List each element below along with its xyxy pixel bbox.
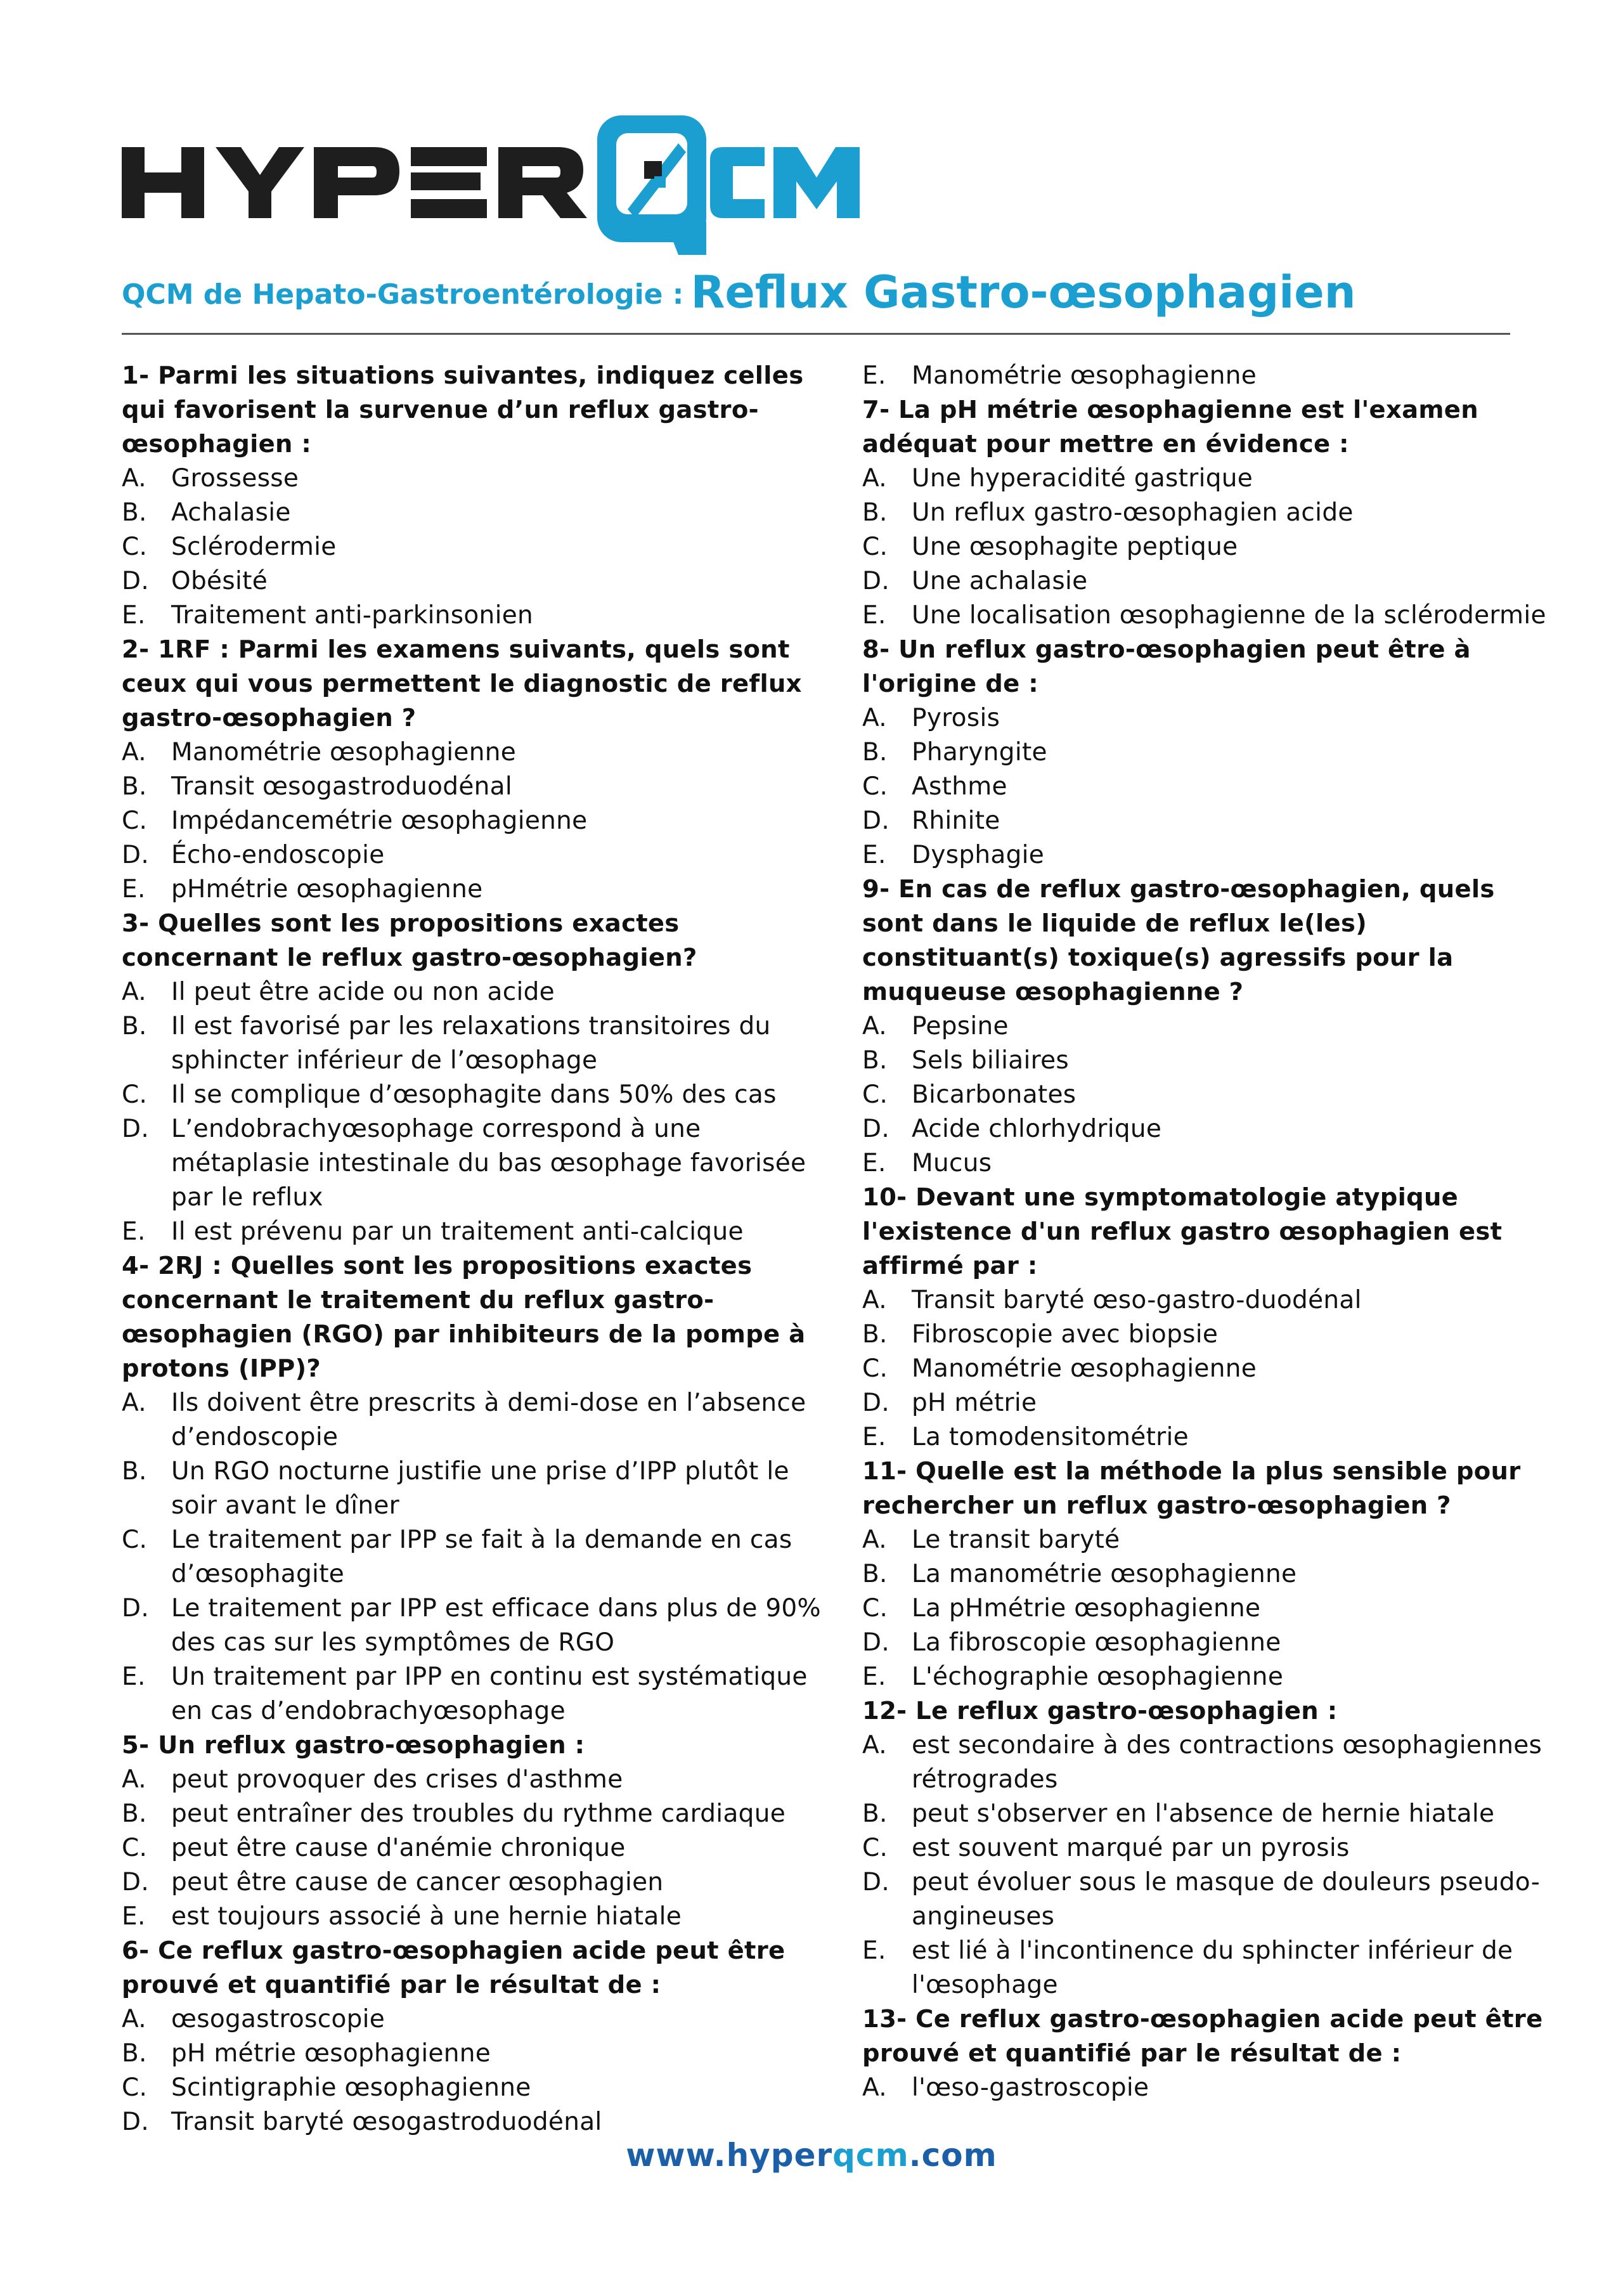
option-letter: E. (862, 1663, 886, 1691)
answer-option (862, 359, 1547, 393)
answer-option (122, 530, 838, 564)
option-text: pH métrie (912, 1389, 1037, 1417)
answer-option (862, 1797, 1547, 1831)
option-letter: C. (122, 2073, 148, 2102)
answer-option (862, 1318, 1547, 1352)
question-text: 1- Parmi les situations suivantes, indiquez celles qui favorisent la survenue d’un reflux gastro-œsophagien : (122, 361, 804, 458)
answer-option (122, 1078, 838, 1112)
option-text: Asthme (912, 772, 1007, 801)
answer-option (862, 599, 1547, 633)
heading-divider (122, 333, 1510, 335)
question-column-right (862, 359, 1547, 2105)
page-heading (122, 266, 1516, 336)
option-letter: E. (862, 1423, 886, 1451)
option-text: L'échographie œsophagienne (912, 1663, 1284, 1691)
option-text: peut s'observer en l'absence de hernie hiatale (912, 1800, 1495, 1828)
option-text: La tomodensitométrie (912, 1423, 1189, 1451)
option-letter: B. (862, 738, 888, 767)
option-letter: E. (122, 601, 146, 630)
option-letter: D. (122, 841, 150, 869)
option-text: Ils doivent être prescrits à demi-dose en l’absence d’endoscopie (171, 1389, 806, 1451)
option-text: Traitement anti-parkinsonien (171, 601, 534, 630)
answer-option (122, 838, 838, 872)
option-letter: E. (122, 875, 146, 904)
question-text: 5- Un reflux gastro-œsophagien : (122, 1731, 585, 1760)
option-letter: C. (122, 533, 148, 561)
option-letter: D. (122, 1594, 150, 1623)
answer-option (122, 2037, 838, 2071)
answer-option (122, 1900, 838, 1934)
option-text: Il est prévenu par un traitement anti-calcique (171, 1217, 744, 1246)
answer-option (862, 1146, 1547, 1181)
answer-option (862, 701, 1547, 736)
answer-option (862, 1352, 1547, 1386)
option-letter: A. (862, 2073, 887, 2102)
option-letter: E. (862, 361, 886, 390)
answer-option (122, 804, 838, 838)
answer-option (122, 2071, 838, 2105)
answer-option (862, 1009, 1547, 1044)
option-text: Une achalasie (912, 567, 1088, 595)
option-text: Obésité (171, 567, 268, 595)
answer-option (122, 1215, 838, 1249)
answer-option (862, 1523, 1547, 1557)
option-text: Un reflux gastro-œsophagien acide (912, 498, 1354, 527)
option-letter: E. (122, 1663, 146, 1691)
option-letter: A. (122, 2005, 146, 2033)
option-letter: B. (122, 772, 147, 801)
answer-option (862, 1420, 1547, 1455)
option-text: Sclérodermie (171, 533, 337, 561)
answer-option (122, 496, 838, 530)
option-letter: C. (862, 533, 888, 561)
answer-option (862, 1660, 1547, 1694)
answer-option (122, 1112, 838, 1215)
option-text: Pyrosis (912, 704, 1000, 732)
option-letter: D. (122, 2108, 150, 2136)
subject-prefix: QCM de Hepato-Gastroentérologie : (122, 278, 684, 311)
answer-option (122, 975, 838, 1009)
option-letter: A. (862, 1286, 887, 1314)
footer-url-part-3: .com (908, 2137, 997, 2174)
option-text: Bicarbonates (912, 1080, 1077, 1109)
option-letter: C. (122, 1080, 148, 1109)
option-letter: B. (862, 1800, 888, 1828)
answer-option (862, 1283, 1547, 1318)
option-text: Scintigraphie œsophagienne (171, 2073, 531, 2102)
answer-option (862, 564, 1547, 599)
question-text: 8- Un reflux gastro-œsophagien peut être à l'origine de : (862, 635, 1471, 698)
option-text: peut être cause de cancer œsophagien (171, 1868, 664, 1897)
option-letter: E. (122, 1217, 146, 1246)
option-text: Il est favorisé par les relaxations transitoires du sphincter inférieur de l’œsophage (171, 1012, 771, 1075)
option-text: Une hyperacidité gastrique (912, 464, 1253, 493)
answer-option (122, 1523, 838, 1592)
option-text: peut évoluer sous le masque de douleurs pseudo-angineuses (912, 1868, 1541, 1931)
answer-option (862, 1728, 1547, 1797)
option-letter: A. (122, 738, 146, 767)
option-letter: C. (862, 1594, 888, 1623)
option-letter: E. (862, 1149, 886, 1177)
option-text: pH métrie œsophagienne (171, 2039, 491, 2068)
option-text: Le traitement par IPP est efficace dans plus de 90% des cas sur les symptômes de RGO (171, 1594, 821, 1657)
footer-url-part-2: qcm (832, 2137, 909, 2174)
answer-option (122, 736, 838, 770)
question-text: 10- Devant une symptomatologie atypique l'existence d'un reflux gastro œsophagien est affirmé par : (862, 1183, 1503, 1280)
answer-option (862, 496, 1547, 530)
answer-option (862, 804, 1547, 838)
option-text: Une localisation œsophagienne de la sclérodermie (912, 601, 1546, 630)
option-letter: D. (122, 567, 150, 595)
option-letter: C. (862, 772, 888, 801)
option-text: Fibroscopie avec biopsie (912, 1320, 1219, 1349)
option-text: Le transit baryté (912, 1526, 1120, 1554)
option-letter: E. (862, 1936, 886, 1965)
option-text: œsogastroscopie (171, 2005, 385, 2033)
option-letter: A. (862, 1012, 887, 1041)
answer-option (862, 530, 1547, 564)
answer-option (862, 1557, 1547, 1592)
option-letter: A. (862, 704, 887, 732)
option-letter: B. (862, 1320, 888, 1349)
option-text: Il se complique d’œsophagite dans 50% des cas (171, 1080, 777, 1109)
option-letter: A. (122, 1765, 146, 1794)
option-text: Pharyngite (912, 738, 1047, 767)
option-text: Dysphagie (912, 841, 1045, 869)
option-letter: E. (122, 1902, 146, 1931)
option-letter: A. (862, 1731, 887, 1760)
question-text: 3- Quelles sont les propositions exactes concernant le reflux gastro-œsophagien? (122, 909, 697, 972)
question-text: 11- Quelle est la méthode la plus sensible pour rechercher un reflux gastro-œsophagien ? (862, 1457, 1521, 1520)
option-text: Transit baryté œso-gastro-duodénal (912, 1286, 1362, 1314)
question-text: 13- Ce reflux gastro-œsophagien acide peut être prouvé et quantifié par le résultat de : (862, 2005, 1543, 2068)
answer-option (122, 770, 838, 804)
option-letter: B. (122, 1800, 147, 1828)
answer-option (122, 1592, 838, 1660)
option-letter: E. (862, 601, 886, 630)
question-text: 4- 2RJ : Quelles sont les propositions exactes concernant le traitement du reflux gastro-œsophagien (RGO) par inhibiteurs de la pompe à protons (IPP)? (122, 1252, 806, 1383)
option-letter: E. (862, 841, 886, 869)
option-letter: D. (862, 1115, 890, 1143)
option-text: Transit œsogastroduodénal (171, 772, 512, 801)
option-text: peut provoquer des crises d'asthme (171, 1765, 623, 1794)
answer-option (122, 872, 838, 907)
option-letter: D. (862, 1628, 890, 1657)
option-text: Pepsine (912, 1012, 1009, 1041)
option-letter: D. (122, 1868, 150, 1897)
option-text: Impédancemétrie œsophagienne (171, 807, 588, 835)
option-text: est secondaire à des contractions œsophagiennes rétrogrades (912, 1731, 1542, 1794)
answer-option (122, 1831, 838, 1865)
answer-option (122, 1386, 838, 1455)
option-text: La manométrie œsophagienne (912, 1560, 1297, 1588)
option-text: Manométrie œsophagienne (171, 738, 517, 767)
option-text: Mucus (912, 1149, 992, 1177)
footer-url[interactable] (0, 2137, 1623, 2174)
option-text: Acide chlorhydrique (912, 1115, 1162, 1143)
option-letter: A. (122, 464, 146, 493)
option-text: Transit baryté œsogastroduodénal (171, 2108, 602, 2136)
option-letter: D. (862, 807, 890, 835)
option-letter: C. (122, 1834, 148, 1862)
option-letter: D. (862, 567, 890, 595)
option-letter: D. (862, 1389, 890, 1417)
answer-option (862, 736, 1547, 770)
option-text: Sels biliaires (912, 1046, 1069, 1075)
option-text: pHmétrie œsophagienne (171, 875, 483, 904)
answer-option (862, 1592, 1547, 1626)
option-letter: A. (862, 464, 887, 493)
option-text: Il peut être acide ou non acide (171, 978, 555, 1006)
question-column-left (122, 359, 838, 2139)
answer-option (862, 1865, 1547, 1934)
answer-option (862, 1044, 1547, 1078)
option-text: peut entraîner des troubles du rythme cardiaque (171, 1800, 786, 1828)
option-text: L’endobrachyœsophage correspond à une métaplasie intestinale du bas œsophage favorisée par le reflux (171, 1115, 806, 1212)
option-letter: B. (862, 498, 888, 527)
option-text: est souvent marqué par un pyrosis (912, 1834, 1350, 1862)
answer-option (122, 1455, 838, 1523)
answer-option (122, 564, 838, 599)
option-text: est toujours associé à une hernie hiatale (171, 1902, 682, 1931)
option-letter: B. (122, 1012, 147, 1041)
option-letter: C. (862, 1354, 888, 1383)
footer-url-part-1: www.hyper (626, 2137, 833, 2174)
option-text: Une œsophagite peptique (912, 533, 1238, 561)
answer-option (122, 2002, 838, 2037)
option-letter: C. (862, 1834, 888, 1862)
page-title: Reflux Gastro-œsophagien (690, 266, 1356, 318)
question-text: 6- Ce reflux gastro-œsophagien acide peut être prouvé et quantifié par le résultat de : (122, 1936, 786, 1999)
option-text: Un RGO nocturne justifie une prise d’IPP plutôt le soir avant le dîner (171, 1457, 789, 1520)
option-letter: D. (862, 1868, 890, 1897)
option-letter: A. (862, 1526, 887, 1554)
question-text: 12- Le reflux gastro-œsophagien : (862, 1697, 1338, 1725)
answer-option (862, 1078, 1547, 1112)
answer-option (862, 2071, 1547, 2105)
answer-option (862, 838, 1547, 872)
answer-option (122, 1797, 838, 1831)
question-text: 2- 1RF : Parmi les examens suivants, quels sont ceux qui vous permettent le diagnostic de reflux gastro-œsophagien ? (122, 635, 802, 732)
option-letter: B. (122, 498, 147, 527)
question-text: 9- En cas de reflux gastro-œsophagien, quels sont dans le liquide de reflux le(les) constituant(s) toxique(s) agressifs pour la muqueuse œsophagienne ? (862, 875, 1495, 1006)
option-letter: A. (122, 978, 146, 1006)
answer-option (122, 1009, 838, 1078)
answer-option (862, 1626, 1547, 1660)
option-letter: A. (122, 1389, 146, 1417)
option-text: Un traitement par IPP en continu est systématique en cas d’endobrachyœsophage (171, 1663, 808, 1725)
answer-option (862, 1831, 1547, 1865)
answer-option (862, 1934, 1547, 2002)
option-text: La pHmétrie œsophagienne (912, 1594, 1261, 1623)
answer-option (862, 1112, 1547, 1146)
option-letter: C. (862, 1080, 888, 1109)
option-text: La fibroscopie œsophagienne (912, 1628, 1281, 1657)
answer-option (862, 770, 1547, 804)
answer-option (122, 1660, 838, 1728)
option-text: Achalasie (171, 498, 291, 527)
option-text: Écho-endoscopie (171, 841, 385, 869)
option-text: peut être cause d'anémie chronique (171, 1834, 626, 1862)
option-text: Rhinite (912, 807, 1000, 835)
option-text: Grossesse (171, 464, 299, 493)
option-text: est lié à l'incontinence du sphincter inférieur de l'œsophage (912, 1936, 1513, 1999)
answer-option (122, 599, 838, 633)
answer-option (122, 2105, 838, 2139)
answer-option (862, 1386, 1547, 1420)
question-text: 7- La pH métrie œsophagienne est l'examen adéquat pour mettre en évidence : (862, 396, 1478, 458)
option-letter: C. (122, 807, 148, 835)
answer-option (122, 1865, 838, 1900)
answer-option (862, 462, 1547, 496)
hyperqcm-logo (120, 114, 869, 257)
option-letter: B. (862, 1046, 888, 1075)
answer-option (122, 462, 838, 496)
option-text: Manométrie œsophagienne (912, 361, 1257, 390)
option-letter: B. (122, 2039, 147, 2068)
option-letter: B. (862, 1560, 888, 1588)
option-letter: B. (122, 1457, 147, 1486)
option-letter: D. (122, 1115, 150, 1143)
answer-option (122, 1763, 838, 1797)
option-text: l'œso-gastroscopie (912, 2073, 1149, 2102)
option-text: Manométrie œsophagienne (912, 1354, 1257, 1383)
option-letter: C. (122, 1526, 148, 1554)
option-text: Le traitement par IPP se fait à la demande en cas d’œsophagite (171, 1526, 792, 1588)
